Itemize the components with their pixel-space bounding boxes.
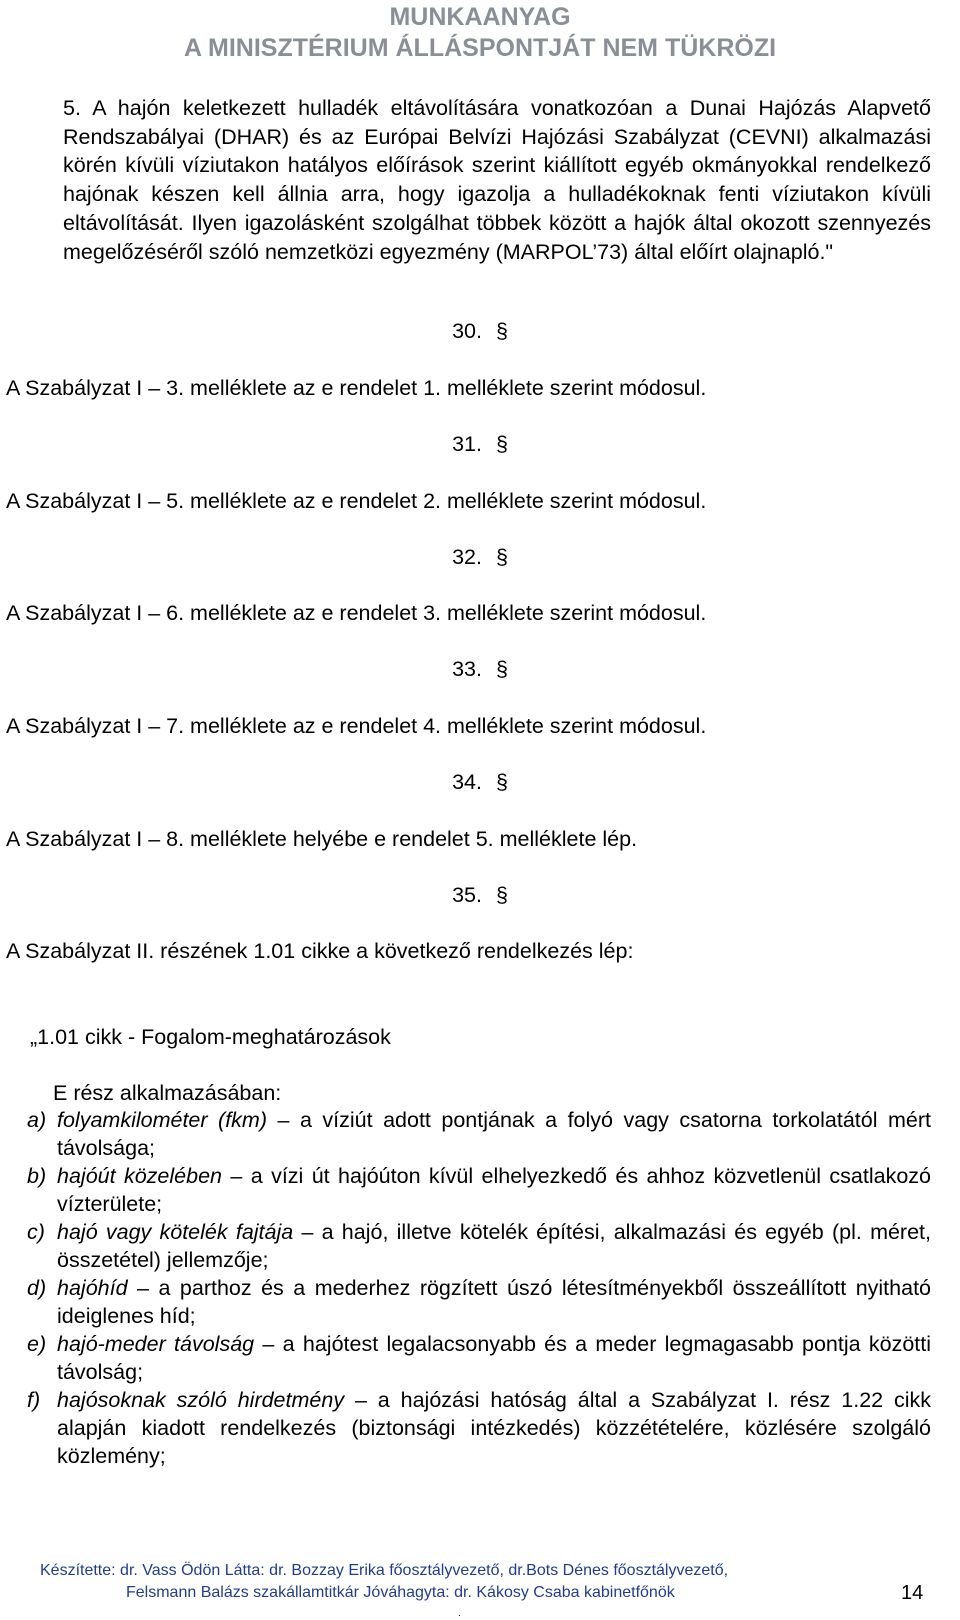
section-heading-33: [0, 656, 960, 682]
footer-dot: .: [458, 1608, 461, 1619]
section-text-33: A Szabályzat I – 7. melléklete az e rendelet 4. melléklete szerint módosul.: [6, 714, 707, 738]
definition-term: hajó vagy kötelék fajtája: [57, 1220, 294, 1244]
paragraph-5-text: 5. A hajón keletkezett hulladék eltávolítására vonatkozóan a Dunai Hajózás Alapvető Rendszabályai (DHAR) és az Európai Belvízi Hajózási Szabályzat (CEVNI) alkalmazási körén kívüli víziutakon hatályos előírások szerint kiállított egyéb okmányokkal rendelkező hajónak készen kell állnia arra, hogy igazolja a hulladékoknak fenti víziutakon kívüli eltávolítását. Ilyen igazolásként szolgálhat többek között a hajók által okozott szennyezés megelőzéséről szóló nemzetközi egyezmény (MARPOL’73) által előírt olajnapló.": [63, 96, 931, 264]
page-number: 14: [901, 1582, 924, 1604]
section-heading-34: [0, 769, 960, 795]
paragraph-sign-icon: §: [495, 545, 508, 569]
definition-text: a parthoz és a mederhez rögzített úszó létesítményekből összeállított nyitható ideiglenes híd;: [57, 1276, 931, 1328]
definition-dash: –: [222, 1164, 251, 1188]
definition-item: [27, 1106, 931, 1162]
definition-text: a hajózási hatóság által a Szabályzat I. rész 1.22 cikk alapján kiadott rendelkezés (biztonsági intézkedés) közzétételére, közlésére szolgáló közlemény;: [57, 1388, 932, 1468]
definition-dash: –: [344, 1388, 378, 1412]
definition-label: f): [27, 1388, 41, 1412]
definition-label: b): [27, 1164, 47, 1188]
definition-text: a hajó, illetve kötelék építési, alkalmazási és egyéb (pl. méret, összetétel) jellemzője;: [57, 1220, 931, 1272]
footer-line-1: Készítette: dr. Vass Ödön Látta: dr. Bozzay Erika főosztályvezető, dr.Bots Dénes főosztályvezető,: [40, 1562, 729, 1579]
definitions-intro: E rész alkalmazásában:: [53, 1081, 282, 1105]
section-heading-35: [0, 882, 960, 908]
definition-text: a vízi út hajóúton kívül elhelyezkedő és ahhoz közvetlenül csatlakozó vízterülete;: [57, 1164, 931, 1216]
paragraph-sign-icon: §: [495, 319, 508, 343]
definition-term: hajóút közelében: [57, 1164, 222, 1188]
section-text-30: A Szabályzat I – 3. melléklete az e rendelet 1. melléklete szerint módosul.: [6, 376, 707, 400]
definition-term: folyamkilométer (fkm): [57, 1108, 267, 1132]
definition-dash: –: [254, 1332, 283, 1356]
definition-term: hajósoknak szóló hirdetmény: [57, 1388, 345, 1412]
section-text-34: A Szabályzat I – 8. melléklete helyébe e rendelet 5. melléklete lép.: [6, 827, 638, 851]
section-number: 30.: [452, 319, 482, 343]
section-heading-30: [0, 318, 960, 344]
definition-term: hajóhíd: [57, 1276, 128, 1300]
paragraph-sign-icon: §: [495, 432, 508, 456]
definition-label: e): [27, 1332, 47, 1356]
definitions-list: [27, 1106, 931, 1470]
definition-dash: –: [293, 1220, 322, 1244]
draft-watermark: [0, 0, 960, 64]
section-text-35: A Szabályzat II. részének 1.01 cikke a következő rendelkezés lép:: [6, 939, 634, 963]
watermark-line-1: MUNKAANYAG: [389, 3, 571, 31]
section-text-32: A Szabályzat I – 6. melléklete az e rendelet 3. melléklete szerint módosul.: [6, 601, 707, 625]
definition-term: hajó-meder távolság: [57, 1332, 255, 1356]
section-text-31: A Szabályzat I – 5. melléklete az e rendelet 2. melléklete szerint módosul.: [6, 489, 707, 513]
section-number: 31.: [452, 432, 482, 456]
definition-label: c): [27, 1220, 45, 1244]
paragraph-sign-icon: §: [495, 657, 508, 681]
section-heading-32: [0, 544, 960, 570]
paragraph-5: [27, 94, 931, 266]
definition-item: [27, 1218, 931, 1274]
definition-label: a): [27, 1108, 47, 1132]
footer-line-2: Felsmann Balázs szakállamtitkár Jóváhagyta: dr. Kákosy Csaba kabinetfőnök: [126, 1584, 675, 1601]
definition-item: [27, 1274, 931, 1330]
paragraph-sign-icon: §: [495, 883, 508, 907]
section-number: 32.: [452, 545, 482, 569]
definition-text: a hajótest legalacsonyabb és a meder legmagasabb pontja közötti távolság;: [57, 1332, 932, 1384]
section-number: 34.: [452, 770, 482, 794]
definition-dash: –: [267, 1108, 300, 1132]
section-number: 35.: [452, 883, 482, 907]
watermark-line-2: A MINISZTÉRIUM ÁLLÁSPONTJÁT NEM TÜKRÖZI: [183, 34, 777, 62]
definition-dash: –: [127, 1276, 159, 1300]
section-heading-31: [0, 431, 960, 457]
definition-item: [27, 1162, 931, 1218]
definition-label: d): [27, 1276, 47, 1300]
section-number: 33.: [452, 657, 482, 681]
definition-item: [27, 1330, 931, 1386]
article-title: „1.01 cikk - Fogalom-meghatározások: [30, 1025, 391, 1049]
definition-text: a víziút adott pontjának a folyó vagy csatorna torkolatától mért távolsága;: [57, 1108, 932, 1160]
paragraph-sign-icon: §: [495, 770, 508, 794]
definition-item: [27, 1386, 931, 1470]
page-footer: [40, 1560, 880, 1604]
